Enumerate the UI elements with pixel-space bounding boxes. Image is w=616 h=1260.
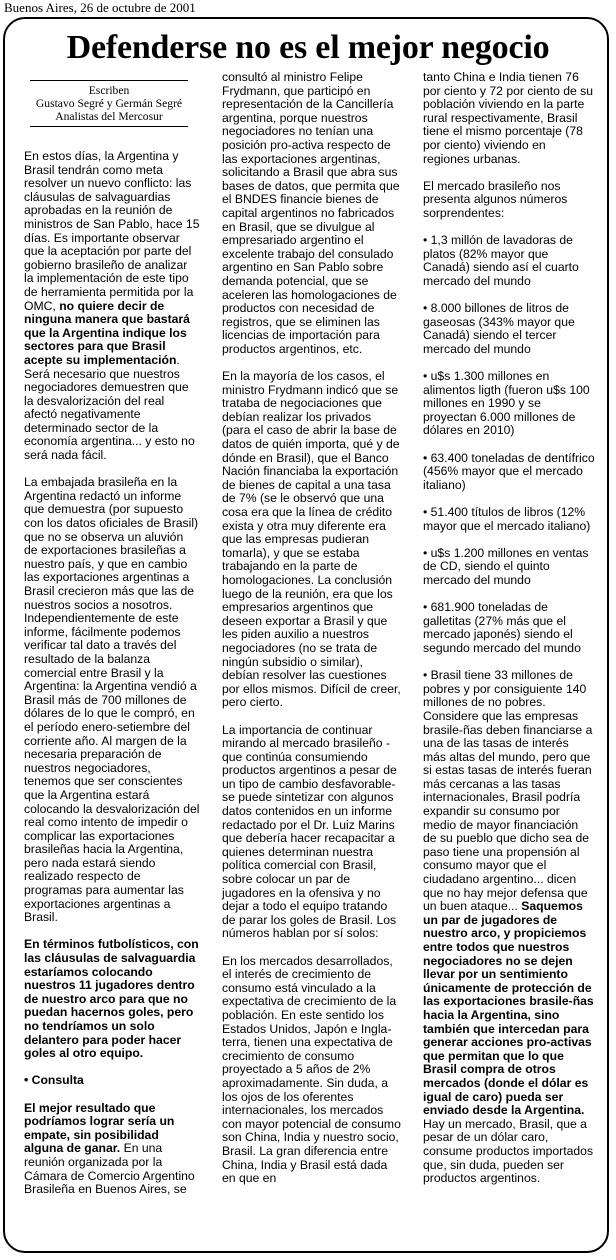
paragraph: En la mayoría de los casos, el ministro Frydmann indicó que se trataba de negociaciones que debían realizar los privados (para el caso de abrir la base de datos de quién importa, qué y de dónde en Brasil), que el Banco Nación financiaba la exportación de bienes de capital a una tasa de 7% (se le observó que una cosa era que la línea de crédito exista y otra muy diferente era que las empresas pudieran tomarla), y que se estaba trabajando en la parte de homologaciones. La conclusión luego de la reunión, era que los empresarios argentinos que deseen exportar a Brasil y que les piden auxilio a nuestros negociadores (no se trata de ningún subsidio o similar), debían resolver las cuestiones por ellos mismos. Difícil de creer, pero cierto. <box>222 369 401 710</box>
bold-text: • Consulta <box>24 1073 84 1088</box>
paragraph <box>24 1102 200 1197</box>
column-3 <box>423 71 595 1199</box>
byline <box>30 80 188 127</box>
dateline: Buenos Aires, 26 de octubre de 2001 <box>4 0 196 15</box>
bold-text: no quiere decir de ninguna manera que bastará que la Argentina indique los sectores para que Brasil acepte su implementación <box>24 298 190 367</box>
bullet-item: • 63.400 toneladas de dentífrico (456% mayor que el mercado italiano) <box>423 450 595 492</box>
byline-label: Escriben <box>88 84 130 97</box>
paragraph-bold <box>24 938 200 1060</box>
paragraph: La embajada brasileña en la Argentina redactó un informe que demuestra (por supuesto con los datos oficiales de Brasil) que no se observa un aluvión de exportaciones brasileñas a nuestro país, y que en cambio las exportaciones argentinas a Brasil crecieron más que las de nuestros socios a nosotros. Independientemente de este informe, fácilmente podemos verificar tal dato a través del resultado de la balanza comercial entre Brasil y la Argentina: la Argentina vendió a Brasil más de 700 millones de dólares de lo que le compró, en el período enero-setiembre del corriente año. Al margen de la necesaria preparación de nuestros negociadores, tenemos que ser conscientes que la Argentina estará colocando la desvalorización del real como intento de impedir o complicar las exportaciones brasileñas hacia la Argentina, pero nada estará siendo realizado respecto de programas para aumentar las exportaciones argentinas a Brasil. <box>24 475 200 925</box>
byline-authors: Gustavo Segré y Germán Segré <box>35 97 183 110</box>
bullet-item: • 51.400 títulos de libros (12% mayor que el mercado italiano) <box>423 505 591 533</box>
byline-role: Analistas del Mercosur <box>55 110 163 123</box>
bullet-item: • u$s 1.200 millones en ventas de CD, siendo el quinto mercado del mundo <box>423 545 589 587</box>
text-run: . Será necesario que nuestros negociadores demuestren que la desvalorización del real afectó negativamente determinado sector de la economía argentina... y esto no será nada fácil. <box>24 352 195 463</box>
paragraph: tanto China e India tienen 76 por ciento y 72 por ciento de su población viviendo en la parte rural respectivamente, Brasil tiene el mismo porcentaje (78 por ciento) viviendo en regiones urbanas. <box>423 70 594 166</box>
paragraph: En los mercados desarrollados, el interés de crecimiento de consumo está vinculado a la expectativa de crecimiento de la población. En este sentido los Estados Unidos, Japón e Ingla-terra, tienen una expectativa de crecimiento de consumo proyectado a 5 años de 2% aproximadamente. Sin duda, a los ojos de los oferentes internacionales, los mercados con mayor potencial de consumo son China, India y nuestro socio, Brasil. La gran diferencia entre China, India y Brasil está dada en que en <box>222 953 401 1186</box>
bullet-item: • 8.000 billones de litros de gaseosas (343% mayor que Canadá) siendo el tercer mercado del mundo <box>423 301 575 356</box>
bullet-item <box>423 669 595 1186</box>
bold-text: Saquemos un par de jugadores de nuestro arco, y propiciemos entre todos que nuestros negociadores no se dejen llevar por un sentimiento únicamente de protección de las exportaciones brasile-ñas hacia la Argentina, sino también que intercedan para generar acciones pro-activas que permitan que lo que Brasil compra de otros mercados (donde el dólar es igual de caro) pueda ser enviado desde la Argentina. <box>423 899 594 1118</box>
column-2 <box>222 71 402 1199</box>
bullet-item: • 681.900 toneladas de galletitas (27% más que el mercado japonés) siendo el segundo mercado del mundo <box>423 600 581 655</box>
paragraph: La importancia de continuar mirando al mercado brasileño - que continúa consumiendo productos argentinos a pesar de un tipo de cambio desfavorable-se puede sintetizar con algunos datos contenidos en un informe redactado por el Dr. Luiz Marins que debería hacer recapacitar a quienes determinan nuestra política comercial con Brasil, sobre colocar un par de jugadores en la ofensiva y no dejar a todo el equipo tratando de parar los goles de Brasil. Los números hablan por sí solos: <box>222 722 397 941</box>
paragraph <box>24 150 200 463</box>
text-run: • Brasil tiene 33 millones de pobres y por consiguiente 140 millones de no pobres. Considere que las empresas brasile-ñas deben financiarse a una de las tasas de interés más altas del mundo, pero que si estas tasas de interés fueran más cercanas a las tasas internacionales, Brasil podría expandir su consumo por medio de mayor financiación de su pueblo que dicho sea de paso tiene una propensión al consumo mayor que el ciudadano argentino... dicen que no hay mejor defensa que un buen ataque... <box>423 668 593 914</box>
bullet-item: • u$s 1.300 millones en alimentos ligth (fueron u$s 100 millones en 1990 y se proyectan 6.000 millones de dólares en 2010) <box>423 369 590 438</box>
section-heading <box>24 1074 200 1088</box>
bold-text: El mejor resultado que podríamos lograr sería un empate, sin posibilidad alguna de ganar. <box>24 1100 175 1156</box>
paragraph: El mercado brasileño nos presenta algunos números sorprendentes: <box>423 178 568 220</box>
text-run: En estos días, la Argentina y Brasil tendrán como meta resolver un nuevo conflicto: las cláusulas de salvaguardias aprobadas en la reunión de ministros de San Pablo, hace 15 días. Es importante observar que la aceptación por parte del gobierno brasileño de analizar la implementación de este tipo de herramienta permitida por la OMC, <box>24 149 200 313</box>
text-run: Hay un mercado, Brasil, que a pesar de un dólar caro, consume productos importados que, sin duda, pueden ser productos argentinos. <box>423 1116 594 1186</box>
paragraph: consultó al ministro Felipe Frydmann, que participó en representación de la Cancillería argentina, porque nuestros negociadores no tenían una posición pro-activa respecto de las exportaciones argentinas, solicitando a Brasil que abra sus bases de datos, que permita que el BNDES financie bienes de capital argentinos no fabricados en Brasil, que se divulgue al empresariado argentino el excelente trabajo del consulado argentino en San Pablo sobre demanda potencial, que se aceleren las homologaciones de productos con necesidad de registros, que se eliminen las licencias de importación para productos argentinos, etc. <box>222 70 400 356</box>
headline: Defenderse no es el mejor negocio <box>66 29 550 66</box>
column-1 <box>24 150 200 1210</box>
bullet-item: • 1,3 millón de lavadoras de platos (82% mayor que Canadá) siendo así el cuarto mercado del mundo <box>423 233 579 288</box>
text-run: En una reunión organizada por la Cámara de Comercio Argentino Brasileña en Buenos Aires, se <box>24 1141 195 1197</box>
bold-text: En términos futbolísticos, con las cláusulas de salvaguardia estaríamos colocando nuestros 11 jugadores dentro de nuestro arco para que no puedan hacernos goles, pero no tendríamos un solo delantero para poder hacer goles al otro equipo. <box>24 937 199 1061</box>
